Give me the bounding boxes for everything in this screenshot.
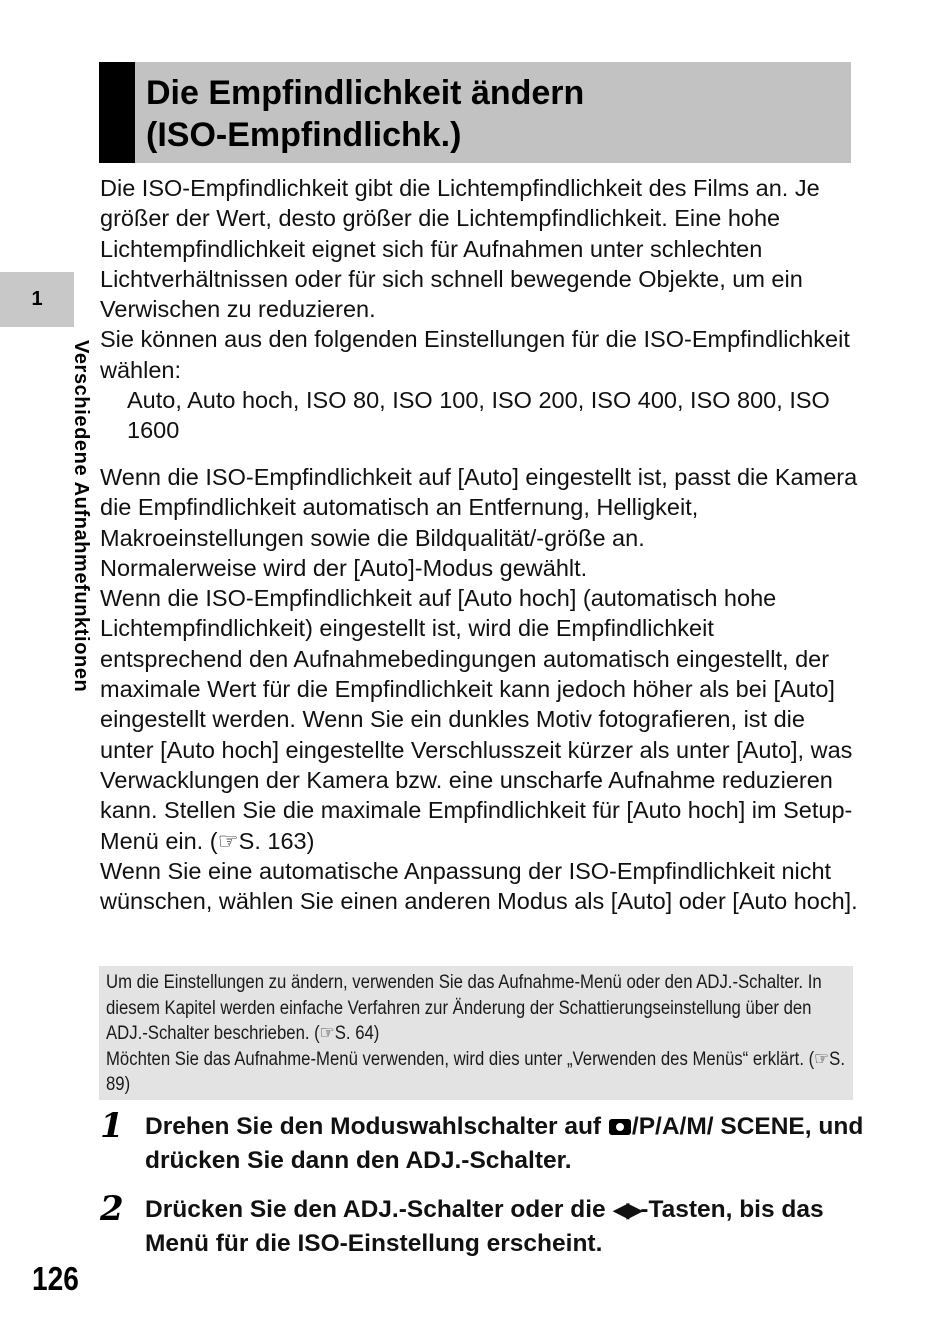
chapter-tab [0,272,74,327]
auto-mode-text [100,462,860,916]
page-title: Die Empfindlichkeit ändern (ISO-Empfindlichk.) [146,74,585,154]
step-instruction [145,1193,865,1261]
page-reference-link[interactable]: S. 89) [106,1048,845,1095]
note-box [99,966,853,1100]
page-reference-link[interactable]: S. 163) [238,827,315,854]
page-number: 126 [32,1260,79,1297]
page-reference-link[interactable]: S. 64) [334,1023,380,1044]
note-line-1: Um die Einstellungen zu ändern, verwenden Sie das Aufnahme-Menü oder den ADJ.-Schalter. In diesem Kapitel werden einfache Verfahren zur Änderung der Schattierungseinstellung über den ADJ.-Schalter beschrieben. ( [106,972,822,1044]
note-paragraph [106,970,845,1047]
step-text-start: Drehen Sie den Moduswahlschalter auf [145,1113,608,1140]
step-text-start: Drücken Sie den ADJ.-Schalter oder die [145,1196,613,1223]
iso-options-list: Auto, Auto hoch, ISO 80, ISO 100, ISO 200, ISO 400, ISO 800, ISO 1600 [127,387,830,444]
page-reference-icon: ☞ [217,826,239,855]
auto-high-paragraph [100,583,860,856]
auto-paragraph: Wenn die ISO-Empfindlichkeit auf [Auto] eingestellt ist, passt die Kamera die Empfindlichkeit automatisch an Entfernung, Helligkeit, Makroeinstellungen sowie die Bildqualität/-größe an. [100,464,858,551]
note-text [106,970,845,1098]
chapter-title: Verschiedene Aufnahmefunktionen [70,340,92,693]
manual-mode-paragraph: Wenn Sie eine automatische Anpassung der ISO-Empfindlichkeit nicht wünschen, wählen Sie einen anderen Modus als [Auto] oder [Auto hoch]. [100,857,858,915]
chapter-number: 1 [31,288,43,310]
section-heading [99,62,851,163]
intro-options-lead: Sie können aus den folgenden Einstellungen für die ISO-Empfindlichkeit wählen: [100,326,850,383]
intro-paragraph: Die ISO-Empfindlichkeit gibt die Lichtempfindlichkeit des Films an. Je größer der Wert, desto größer die Lichtempfindlichkeit. Eine hohe Lichtempfindlichkeit eignet sich für Aufnahmen unter schlechten Lichtverhältnissen oder für sich schnell bewegende Objekte, um ein Verwischen zu reduzieren. [100,175,820,323]
auto-high-text: Wenn die ISO-Empfindlichkeit auf [Auto hoch] (automatisch hohe Lichtempfindlichkeit) eingestellt ist, wird die Empfindlichkeit entsprechend den Aufnahmebedingungen automatisch eingestellt, der maximale Wert für die Empfindlichkeit kann jedoch höher als bei [Auto] eingestellt werden. Wenn Sie ein dunkles Motiv fotografieren, ist die unter [Auto hoch] eingestellte Verschlusszeit kürzer als unter [Auto], was Verwacklungen der Kamera bzw. eine unscharfe Aufnahme reduzieren kann. Stellen Sie die maximale Empfindlichkeit für [Auto hoch] im Setup-Menü ein. ( [100,585,853,854]
step-instruction [145,1110,865,1178]
note-paragraph [106,1047,845,1098]
step-number: 1 [100,1106,124,1146]
heading-accent-bar [99,62,135,163]
note-line-2: Möchten Sie das Aufnahme-Menü verwenden, wird dies unter „Verwenden des Menüs“ erklärt. ( [106,1048,815,1070]
intro-text [100,173,860,446]
page-reference-icon: ☞ [319,1022,335,1044]
step-number: 2 [100,1189,124,1229]
auto-default-note: Normalerweise wird der [Auto]-Modus gewählt. [100,554,588,581]
step-text-end: -Tasten, bis das Menü für die ISO-Einstellung erscheint. [145,1196,824,1257]
left-right-arrows-icon: ◀▶ [612,1197,641,1222]
camera-icon [609,1119,631,1135]
page-reference-icon: ☞ [814,1047,830,1070]
step-text-end: /P/A/M/ SCENE, und drücken Sie dann den ADJ.-Schalter. [145,1113,864,1174]
